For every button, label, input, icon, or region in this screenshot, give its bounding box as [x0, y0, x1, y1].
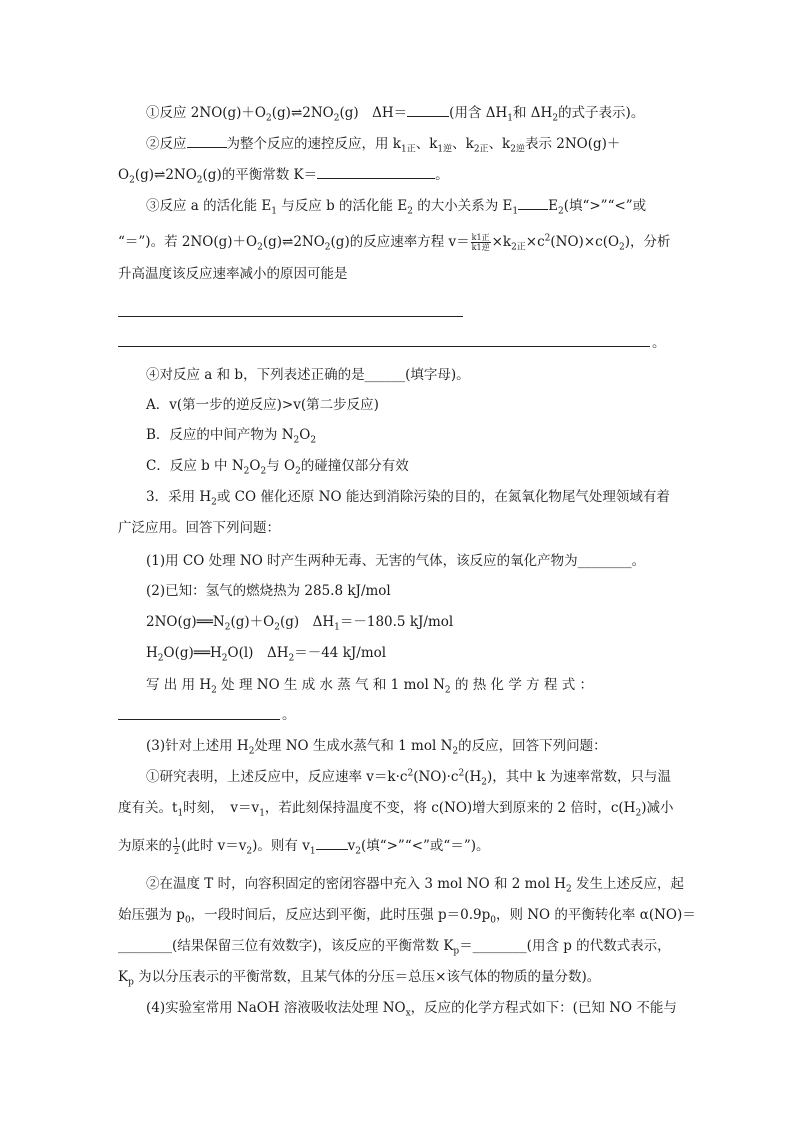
- question-3-3-2-cont2: ________(结果保留三位有效数字)，该反应的平衡常数 $K_p=\_\_\_\_\_\_\_\_$(用含 p 的代数式表示，: [118, 938, 671, 957]
- question-3-stem-cont: 广泛应用。回答下列问题：: [118, 520, 280, 536]
- rate-fraction: $\frac{\text{k1正}}{\text{k1逆}}$: [471, 233, 490, 252]
- question-2-4: ④对反应 a 和 b，下列表述正确的是______(填字母)。: [146, 367, 470, 383]
- question-2-2-cont: $O_2(g)\rightleftharpoons 2NO_2(g)$的平衡常数 K＝ 。: [118, 167, 449, 186]
- question-3-2: (2)已知：氢气的燃烧热为 285.8 kJ/mol: [146, 583, 391, 599]
- question-2-1: ①反应 $2NO(g)+O_2(g)\rightleftharpoons 2NO_2(g)$ ΔH＝ (用含 $\Delta H_1$和 $\Delta H_2$的式子表示)。: [146, 105, 645, 124]
- question-3-3-2: ②在温度 T 时，向容积固定的密闭容器中充入 3 mol NO 和 2 mol $H_2$ 发生上述反应，起: [146, 876, 684, 895]
- period: 。: [652, 335, 666, 351]
- answer-blank[interactable]: [118, 719, 280, 720]
- question-3-2-task: 写 出 用 $H_2$ 处 理 NO 生 成 水 蒸 气 和 1 mol $N_2$ 的 热 化 学 方 程 式 ：: [146, 677, 593, 696]
- period: 。: [282, 707, 296, 723]
- question-3-3: (3)针对上述用 $H_2$处理 NO 生成水蒸气和 1 mol $N_2$的反应，回答下列问题：: [146, 738, 607, 757]
- option-c: C．反应 b 中 $N_2O_2$与 $O_2$的碰撞仅部分有效: [146, 458, 409, 477]
- question-2-3: ③反应 a 的活化能 $E_1$ 与反应 b 的活化能 $E_2$ 的大小关系为 $E_1$ $E_2$(填“>”“<”或: [146, 198, 647, 217]
- question-3-4: (4)实验室常用 NaOH 溶液吸收法处理 $NO_x$，反应的化学方程式如下：(已知 NO 不能与: [146, 1000, 677, 1019]
- option-b: B．反应的中间产物为 $N_2O_2$: [146, 427, 317, 446]
- question-3-3-2-cont3: $K_p$ 为以分压表示的平衡常数，且某气体的分压＝总压×该气体的物质的量分数)。: [118, 969, 601, 988]
- question-2-3-cont2: 升高温度该反应速率减小的原因可能是: [118, 266, 348, 282]
- question-3-3-1-cont2: 为原来的 $\frac{1}{2}$ (此时 $v=v_2$)。则有 $v_1$ $v_2$(填“>”“<”或“＝”)。: [118, 837, 490, 857]
- question-3-3-2-cont: 始压强为 $p_0$，一段时间后，反应达到平衡，此时压强 $p=0.9p_0$，则 NO 的平衡转化率 α(NO)＝: [118, 907, 696, 926]
- answer-blank[interactable]: [118, 346, 650, 347]
- equation-1: $2NO(g)══N_2(g)+O_2(g)$ $\Delta H_1=-180.5$ kJ/mol: [146, 614, 454, 633]
- question-3-stem: 3．采用 $H_2$或 CO 催化还原 NO 能达到消除污染的目的，在氮氧化物尾气处理领域有着: [146, 489, 670, 508]
- answer-blank[interactable]: [118, 316, 463, 317]
- question-3-1: (1)用 CO 处理 NO 时产生两种无毒、无害的气体，该反应的氧化产物为________。: [146, 553, 646, 569]
- question-2-3-cont: “＝”)。若 $2NO(g)+O_2(g)\rightleftharpoons 2NO_2(g)$的反应速率方程 v＝ $\frac{\text{k1正}}{\text{k1逆}}$ $\times k_{2正}\times c^2(NO)\times c(O_2)$，分析: [118, 233, 671, 253]
- question-3-3-1: ①研究表明，上述反应中，反应速率 $v=k\cdot c^2(NO)\cdot c^2(H_2)$，其中 k 为速率常数，只与温: [146, 768, 672, 788]
- question-2-2: ②反应 为整个反应的速控反应，用 $k_{1正}$、$k_{1逆}$、$k_{2正}$、$k_{2逆}$表示 2NO(g)＋: [146, 136, 621, 155]
- option-a: A．v(第一步的逆反应)>v(第二步反应): [146, 397, 379, 413]
- equation-2: $H_2O(g)══H_2O(l)$ $\Delta H_2=-44$ kJ/mol: [146, 645, 387, 664]
- question-3-3-1-cont: 度有关。$t_1$时刻， $v=v_1$，若此刻保持温度不变，将 c(NO)增大到原来的 2 倍时，$c(H_2)$减小: [118, 800, 674, 819]
- half-fraction: $\frac{1}{2}$: [174, 837, 180, 856]
